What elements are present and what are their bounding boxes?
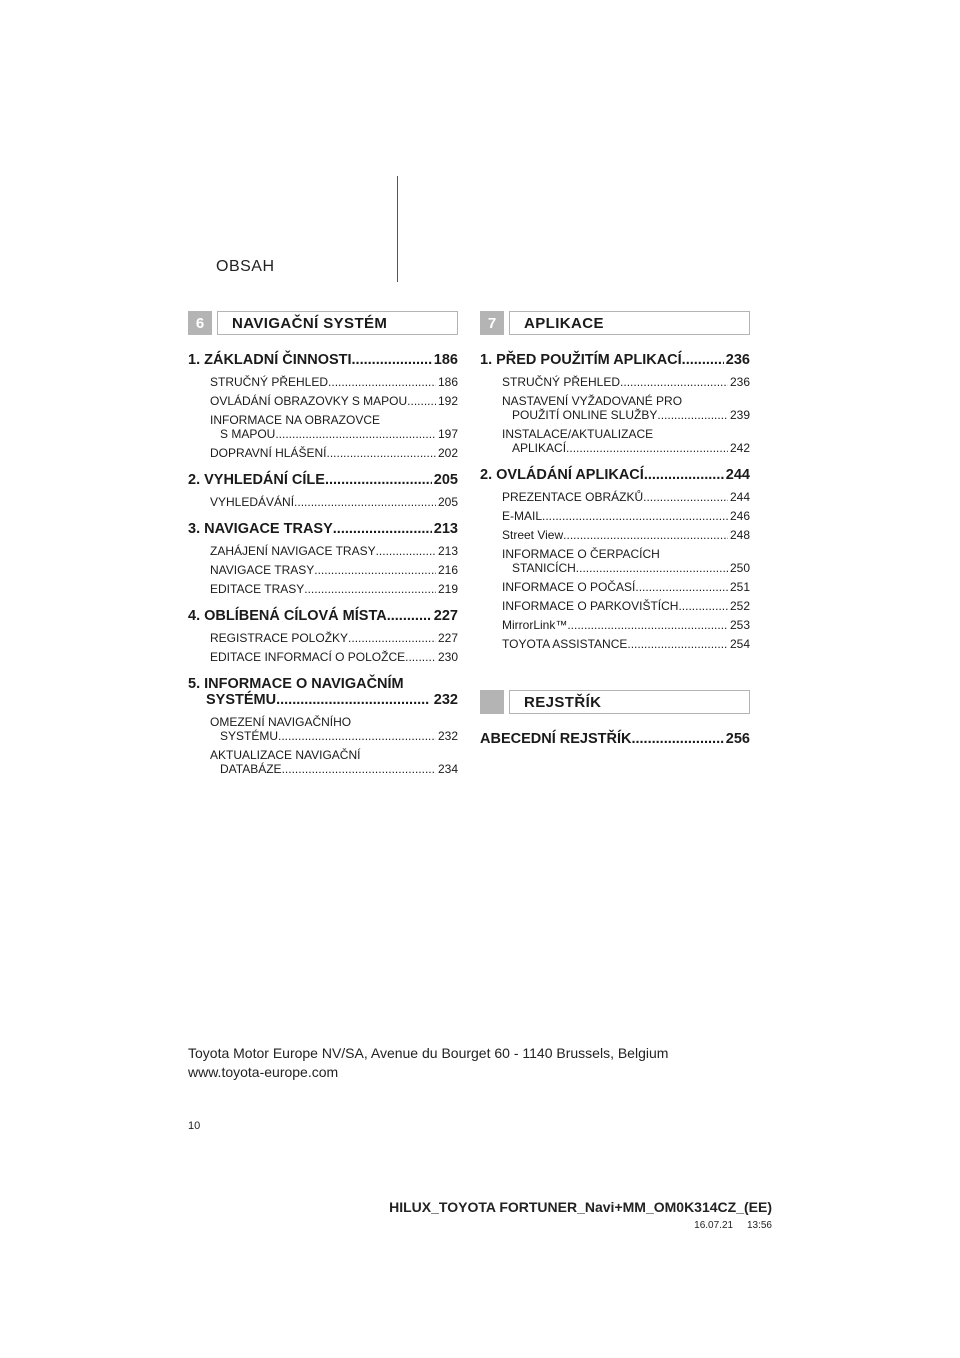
toc-item[interactable]: Street View ..... 248 bbox=[480, 528, 750, 542]
toc-left-column bbox=[188, 352, 458, 776]
toc-right-column bbox=[480, 352, 750, 651]
toc-item[interactable]: MirrorLink™ ..... 253 bbox=[480, 618, 750, 632]
section-header-index bbox=[480, 690, 750, 714]
toc-item[interactable]: INFORMACE NA OBRAZOVCE S MAPOU ..... 197 bbox=[188, 413, 458, 441]
toc-item[interactable]: DOPRAVNÍ HLÁŠENÍ ..... 202 bbox=[188, 446, 458, 460]
toc-item[interactable]: EDITACE INFORMACÍ O POLOŽCE ..... 230 bbox=[188, 650, 458, 664]
toc-item[interactable]: NAVIGACE TRASY ..... 216 bbox=[188, 563, 458, 577]
section-number: 7 bbox=[480, 311, 504, 335]
toc-item[interactable]: ZAHÁJENÍ NAVIGACE TRASY ..... 213 bbox=[188, 544, 458, 558]
section-title: NAVIGAČNÍ SYSTÉM bbox=[217, 311, 458, 335]
toc-item[interactable]: INSTALACE/AKTUALIZACE APLIKACÍ ..... 242 bbox=[480, 427, 750, 455]
page-number: 10 bbox=[188, 1120, 201, 1132]
section-number: 6 bbox=[188, 311, 212, 335]
toc-item[interactable]: VYHLEDÁVÁNÍ ..... 205 bbox=[188, 495, 458, 509]
toc-item[interactable]: TOYOTA ASSISTANCE ..... 254 bbox=[480, 637, 750, 651]
toc-item[interactable]: OVLÁDÁNÍ OBRAZOVKY S MAPOU ..... 192 bbox=[188, 394, 458, 408]
toc-item[interactable]: EDITACE TRASY ..... 219 bbox=[188, 582, 458, 596]
section-title: REJSTŘÍK bbox=[509, 690, 750, 714]
document-id: HILUX_TOYOTA FORTUNER_Navi+MM_OM0K314CZ_(EE) bbox=[389, 1199, 772, 1215]
toc-item[interactable]: PREZENTACE OBRÁZKŮ ..... 244 bbox=[480, 490, 750, 504]
document-timestamp: 16.07.21 13:56 bbox=[694, 1220, 772, 1231]
toc-item[interactable]: INFORMACE O POČASÍ ..... 251 bbox=[480, 580, 750, 594]
toc-chapter[interactable]: 2. OVLÁDÁNÍ APLIKACÍ ..... 244 bbox=[480, 467, 750, 483]
toc-chapter[interactable]: 3. NAVIGACE TRASY ..... 213 bbox=[188, 521, 458, 537]
toc-item[interactable]: REGISTRACE POLOŽKY ..... 227 bbox=[188, 631, 458, 645]
toc-chapter[interactable]: 4. OBLÍBENÁ CÍLOVÁ MÍSTA ..... 227 bbox=[188, 608, 458, 624]
section-number-blank bbox=[480, 690, 504, 714]
header-divider bbox=[397, 176, 398, 282]
toc-chapter[interactable]: 2. VYHLEDÁNÍ CÍLE ..... 205 bbox=[188, 472, 458, 488]
toc-chapter[interactable]: ABECEDNÍ REJSTŘÍK ..... 256 bbox=[480, 731, 750, 747]
toc-item[interactable]: OMEZENÍ NAVIGAČNÍHO SYSTÉMU ..... 232 bbox=[188, 715, 458, 743]
publisher-info: Toyota Motor Europe NV/SA, Avenue du Bourget 60 - 1140 Brussels, Belgium www.toyota-europe.com bbox=[188, 1045, 669, 1080]
toc-chapter[interactable]: 1. ZÁKLADNÍ ČINNOSTI ..... 186 bbox=[188, 352, 458, 368]
toc-item[interactable]: INFORMACE O ČERPACÍCH STANICÍCH ..... 250 bbox=[480, 547, 750, 575]
toc-item[interactable]: E-MAIL ..... 246 bbox=[480, 509, 750, 523]
toc-item[interactable]: INFORMACE O PARKOVIŠTÍCH ..... 252 bbox=[480, 599, 750, 613]
toc-item[interactable]: NASTAVENÍ VYŽADOVANÉ PRO POUŽITÍ ONLINE SLUŽBY ..... 239 bbox=[480, 394, 750, 422]
toc-chapter[interactable]: 5. INFORMACE O NAVIGAČNÍM SYSTÉMU ..... 232 bbox=[188, 676, 458, 708]
section-header-navigation bbox=[188, 311, 458, 335]
toc-index bbox=[480, 731, 750, 747]
toc-item[interactable]: STRUČNÝ PŘEHLED ..... 236 bbox=[480, 375, 750, 389]
section-title: APLIKACE bbox=[509, 311, 750, 335]
toc-chapter[interactable]: 1. PŘED POUŽITÍM APLIKACÍ ..... 236 bbox=[480, 352, 750, 368]
toc-item[interactable]: STRUČNÝ PŘEHLED ..... 186 bbox=[188, 375, 458, 389]
toc-item[interactable]: AKTUALIZACE NAVIGAČNÍ DATABÁZE ..... 234 bbox=[188, 748, 458, 776]
section-header-applications bbox=[480, 311, 750, 335]
page-title: OBSAH bbox=[216, 258, 275, 275]
